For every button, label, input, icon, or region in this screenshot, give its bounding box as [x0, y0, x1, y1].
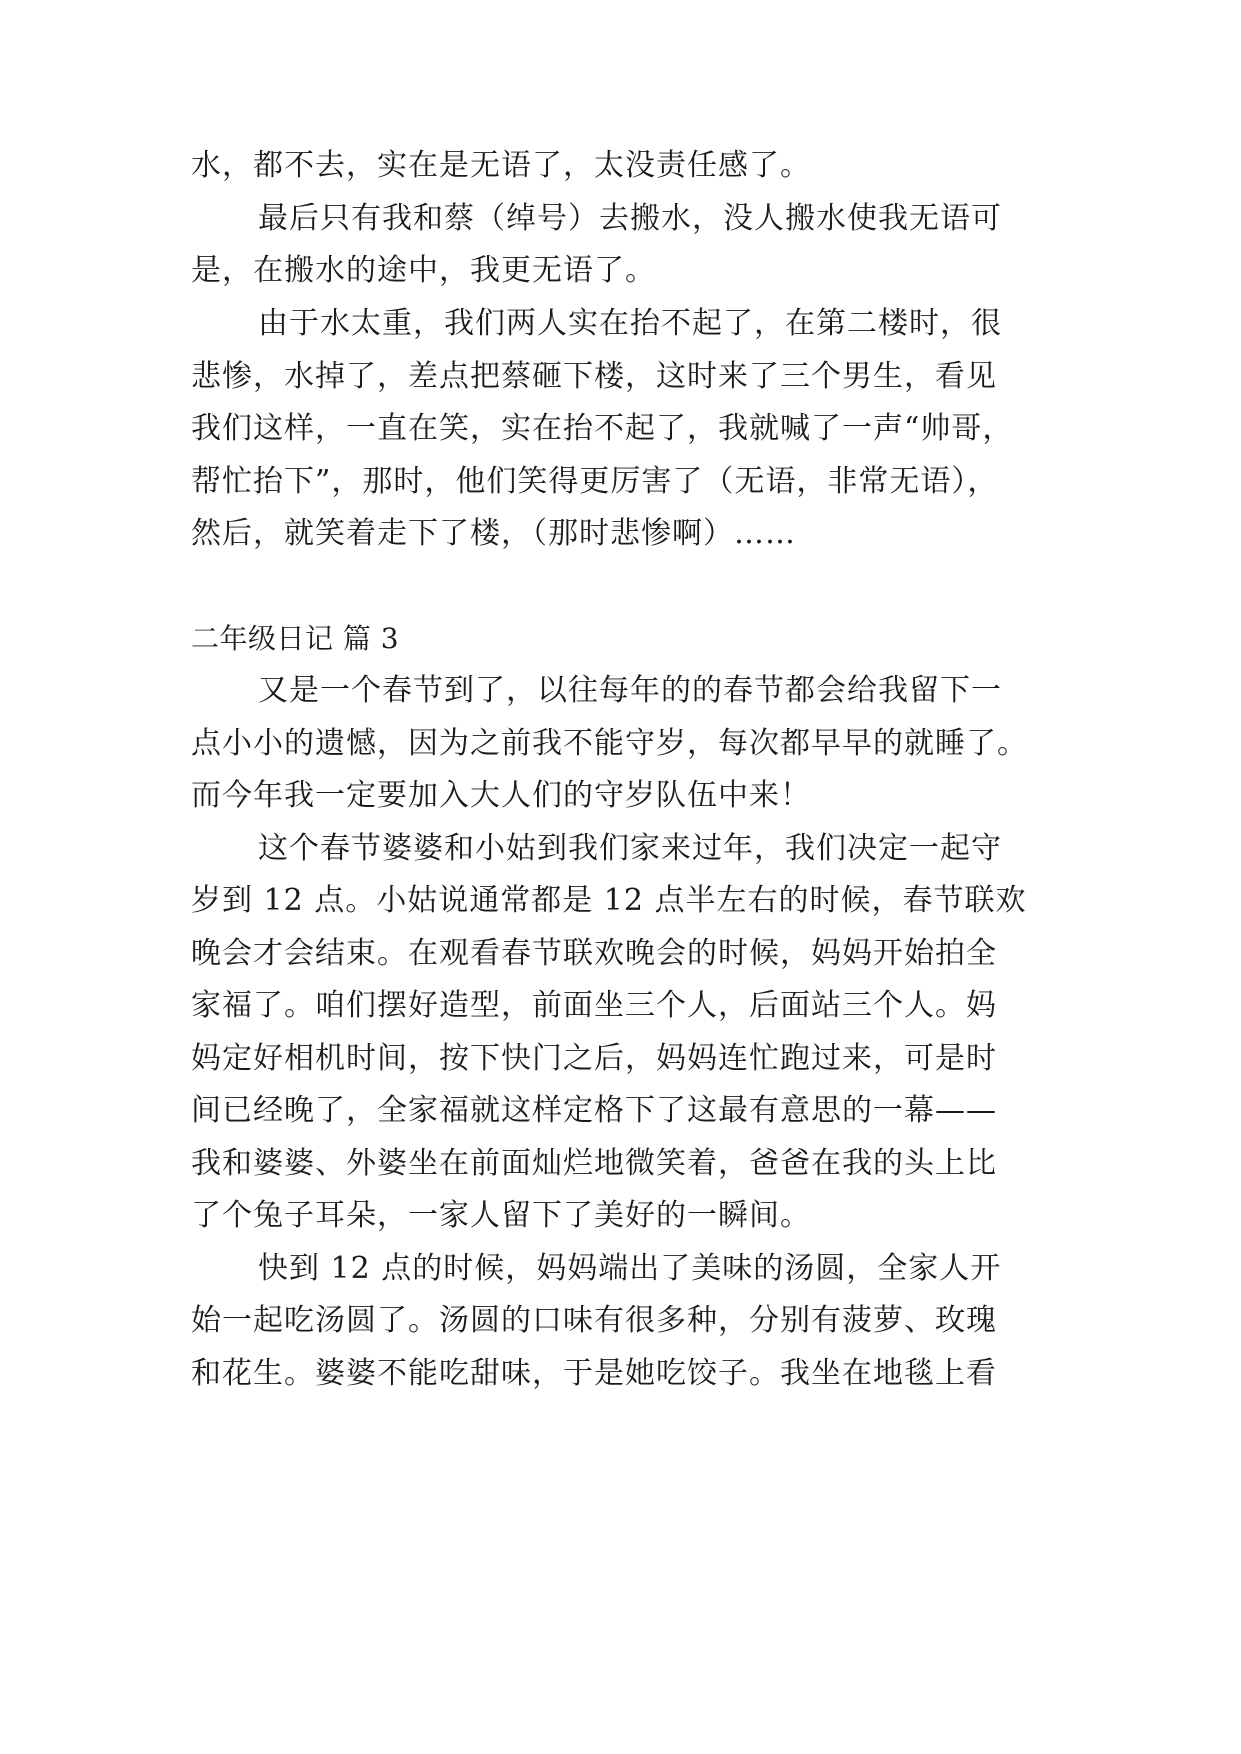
paragraph-line: 而今年我一定要加入大人们的守岁队伍中来！ — [191, 778, 811, 813]
paragraph-line: 快到 12 点的时候，妈妈端出了美味的汤圆，全家人开 — [258, 1251, 1002, 1286]
paragraph-line: 又是一个春节到了，以往每年的的春节都会给我留下一 — [258, 673, 1002, 708]
paragraph-line: 晚会才会结束。在观看春节联欢晚会的时候，妈妈开始拍全 — [191, 936, 997, 971]
paragraph-line: 岁到 12 点。小姑说通常都是 12 点半左右的时候，春节联欢 — [191, 883, 1027, 918]
paragraph-line: 和花生。婆婆不能吃甜味，于是她吃饺子。我坐在地毯上看 — [191, 1356, 997, 1391]
paragraph-line: 帮忙抬下”，那时，他们笑得更厉害了（无语，非常无语）， — [191, 464, 999, 499]
paragraph-line: 妈定好相机时间，按下快门之后，妈妈连忙跑过来，可是时 — [191, 1041, 997, 1076]
paragraph-line: 这个春节婆婆和小姑到我们家来过年，我们决定一起守 — [258, 831, 1002, 866]
paragraph-line: 点小小的遗憾，因为之前我不能守岁，每次都早早的就睡了。 — [191, 726, 1028, 761]
paragraph-line: 是，在搬水的途中，我更无语了。 — [191, 253, 656, 288]
paragraph-line: 了个兔子耳朵，一家人留下了美好的一瞬间。 — [191, 1198, 811, 1233]
paragraph-line: 由于水太重，我们两人实在抬不起了，在第二楼时，很 — [258, 306, 1002, 341]
paragraph-line: 然后，就笑着走下了楼，（那时悲惨啊）…… — [191, 516, 796, 551]
paragraph-line: 最后只有我和蔡（绰号）去搬水，没人搬水使我无语可 — [258, 201, 1002, 236]
paragraph-line: 悲惨，水掉了，差点把蔡砸下楼，这时来了三个男生，看见 — [191, 359, 997, 394]
paragraph-line: 家福了。咱们摆好造型，前面坐三个人，后面站三个人。妈 — [191, 988, 997, 1023]
paragraph-line: 我们这样，一直在笑，实在抬不起了，我就喊了一声“帅哥， — [191, 411, 1014, 446]
section-title: 二年级日记 篇 3 — [191, 622, 400, 655]
paragraph-line: 水，都不去，实在是无语了，太没责任感了。 — [191, 148, 811, 183]
paragraph-line: 我和婆婆、外婆坐在前面灿烂地微笑着，爸爸在我的头上比 — [191, 1146, 997, 1181]
paragraph-line: 间已经晚了，全家福就这样定格下了这最有意思的一幕—— — [191, 1093, 997, 1128]
paragraph-line: 始一起吃汤圆了。汤圆的口味有很多种，分别有菠萝、玫瑰 — [191, 1303, 997, 1338]
